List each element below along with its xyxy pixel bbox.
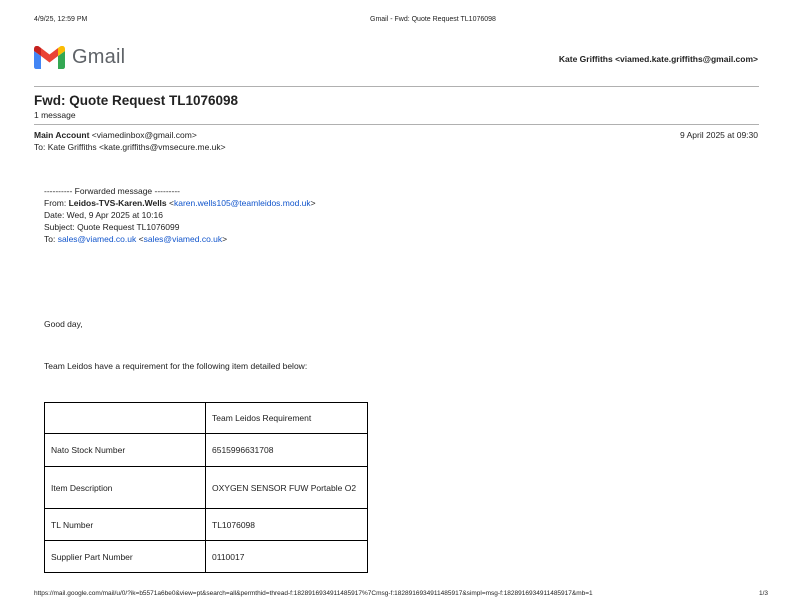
forward-from-name: Leidos-TVS-Karen.Wells	[68, 198, 167, 208]
table-row	[45, 467, 368, 509]
forward-separator: ---------- Forwarded message ---------	[44, 186, 180, 196]
sender-name: Main Account	[34, 130, 90, 140]
forward-from-label: From:	[44, 198, 69, 208]
forward-from	[44, 198, 316, 208]
row-value: 0110017	[206, 541, 368, 573]
intro-text: Team Leidos have a requirement for the following item detailed below:	[44, 361, 308, 371]
forward-to-link-email[interactable]: sales@viamed.co.uk	[143, 234, 223, 244]
table-row	[45, 509, 368, 541]
message-to: To: Kate Griffiths <kate.griffiths@vmsecure.me.uk>	[34, 142, 226, 152]
greeting: Good day,	[44, 319, 83, 329]
message-from	[34, 130, 197, 140]
row-value: TL1076098	[206, 509, 368, 541]
print-datetime: 4/9/25, 12:59 PM	[34, 16, 88, 23]
table-row	[45, 541, 368, 573]
row-label: Nato Stock Number	[45, 434, 206, 467]
print-title: Gmail - Fwd: Quote Request TL1076098	[370, 16, 496, 23]
forward-to-link[interactable]: sales@viamed.co.uk	[57, 234, 137, 244]
table-header-cell: Team Leidos Requirement	[206, 403, 368, 434]
forward-subject: Subject: Quote Request TL1076099	[44, 222, 180, 232]
divider	[34, 124, 759, 125]
table-header-row	[45, 403, 368, 434]
forward-from-close: >	[310, 198, 316, 208]
forward-from-email-link[interactable]: karen.wells105@teamleidos.mod.uk	[173, 198, 311, 208]
requirement-table	[44, 402, 368, 573]
table-header-cell-empty	[45, 403, 206, 434]
print-url[interactable]: https://mail.google.com/mail/u/0/?ik=b5571a6be0&view=pt&search=all&permthid=thread-f:1828916934911485917%7Cmsg-f:1828916934911485917&simpl=msg-f:1828916934911485917&mb=1	[34, 590, 593, 597]
page-number: 1/3	[758, 590, 768, 597]
forward-date: Date: Wed, 9 Apr 2025 at 10:16	[44, 210, 163, 220]
gmail-m-icon	[34, 46, 65, 69]
sender-email: <viamedinbox@gmail.com>	[91, 130, 197, 140]
forward-to-close: >	[222, 234, 228, 244]
account-label: Kate Griffiths <viamed.kate.griffiths@gmail.com>	[558, 54, 758, 64]
row-value: OXYGEN SENSOR FUW Portable O2	[206, 467, 368, 509]
forward-to-label: To:	[44, 234, 58, 244]
message-count: 1 message	[34, 110, 76, 120]
gmail-wordmark: Gmail	[72, 45, 126, 68]
forward-from-open: <	[166, 198, 174, 208]
forward-to-mid: <	[136, 234, 144, 244]
divider	[34, 86, 759, 87]
table-row	[45, 434, 368, 467]
gmail-logo[interactable]	[34, 45, 125, 69]
message-date: 9 April 2025 at 09:30	[680, 130, 758, 140]
forward-to	[44, 234, 227, 244]
row-label: Item Description	[45, 467, 206, 509]
row-value: 6515996631708	[206, 434, 368, 467]
row-label: TL Number	[45, 509, 206, 541]
thread-subject: Fwd: Quote Request TL1076098	[34, 93, 239, 108]
row-label: Supplier Part Number	[45, 541, 206, 573]
